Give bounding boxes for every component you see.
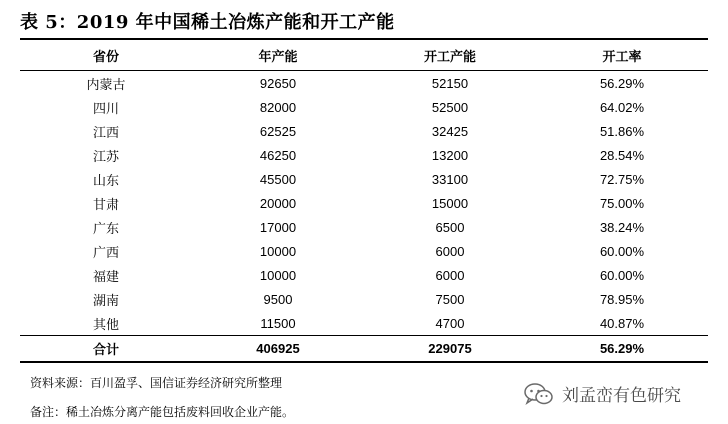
- cell-operating-capacity: 7500: [435, 291, 465, 307]
- total-province: 合计: [20, 336, 192, 363]
- cell-operating-rate: 60.00%: [599, 243, 645, 259]
- table-title: 表 5：2019 年中国稀土冶炼产能和开工产能: [20, 12, 395, 33]
- table-row: [20, 239, 708, 263]
- cell-operating-capacity: 6500: [435, 219, 465, 235]
- cell-operating-rate: 38.24%: [599, 219, 645, 235]
- cell-operating-rate: 56.29%: [599, 75, 645, 91]
- cell-annual-capacity: 92650: [259, 75, 297, 91]
- cell-annual-capacity: 45500: [259, 171, 297, 187]
- cell-annual-capacity: 62525: [259, 123, 297, 139]
- cell-operating-rate: 40.87%: [599, 315, 645, 331]
- header-annual-capacity: 年产能: [192, 40, 364, 71]
- header-province: 省份: [20, 40, 192, 71]
- cell-annual-capacity: 10000: [259, 267, 297, 283]
- watermark: [524, 381, 681, 406]
- table-row: [20, 311, 708, 336]
- cell-province: 江苏: [92, 149, 119, 165]
- table-row: [20, 287, 708, 311]
- total-operating-rate: 56.29%: [536, 336, 708, 363]
- cell-operating-rate: 75.00%: [599, 195, 645, 211]
- cell-annual-capacity: 20000: [259, 195, 297, 211]
- cell-province: 其他: [92, 317, 119, 333]
- table-row: [20, 167, 708, 191]
- remark-note: 备注：稀土冶炼分离产能包括废料回收企业产能。: [30, 405, 295, 419]
- cell-operating-rate: 78.95%: [599, 291, 645, 307]
- cell-operating-capacity: 32425: [431, 123, 469, 139]
- cell-annual-capacity: 17000: [259, 219, 297, 235]
- cell-province: 四川: [92, 101, 119, 117]
- cell-operating-rate: 28.54%: [599, 147, 645, 163]
- cell-operating-rate: 51.86%: [599, 123, 645, 139]
- cell-operating-capacity: 52150: [431, 75, 469, 91]
- cell-annual-capacity: 10000: [259, 243, 297, 259]
- table-row: [20, 119, 708, 143]
- cell-operating-capacity: 6000: [435, 267, 465, 283]
- source-note: 资料来源：百川盈孚、国信证券经济研究所整理: [30, 376, 283, 390]
- cell-operating-rate: 60.00%: [599, 267, 645, 283]
- cell-operating-rate: 64.02%: [599, 99, 645, 115]
- cell-province: 甘肃: [92, 197, 119, 213]
- cell-operating-capacity: 13200: [431, 147, 469, 163]
- capacity-table: [20, 40, 708, 363]
- watermark-text: 刘孟峦有色研究: [562, 386, 681, 406]
- table-row: [20, 143, 708, 167]
- cell-annual-capacity: 82000: [259, 99, 297, 115]
- cell-province: 广西: [92, 245, 119, 261]
- header-operating-capacity: 开工产能: [364, 40, 536, 71]
- cell-operating-rate: 72.75%: [599, 171, 645, 187]
- table-header-row: [20, 40, 708, 71]
- total-operating-capacity: 229075: [364, 336, 536, 363]
- cell-province: 湖南: [92, 293, 119, 309]
- cell-annual-capacity: 11500: [260, 315, 296, 331]
- table-row: [20, 215, 708, 239]
- header-operating-rate: 开工率: [536, 40, 708, 71]
- cell-operating-capacity: 4700: [435, 315, 465, 331]
- table-row: [20, 95, 708, 119]
- cell-operating-capacity: 52500: [431, 99, 469, 115]
- total-row: [20, 336, 708, 363]
- cell-annual-capacity: 9500: [263, 291, 293, 307]
- cell-province: 福建: [92, 269, 119, 285]
- cell-province: 江西: [92, 125, 119, 141]
- total-annual-capacity: 406925: [192, 336, 364, 363]
- cell-province: 内蒙古: [86, 77, 126, 93]
- cell-annual-capacity: 46250: [259, 147, 297, 163]
- wechat-icon: [524, 382, 554, 406]
- cell-operating-capacity: 33100: [431, 171, 469, 187]
- table-row: [20, 263, 708, 287]
- cell-province: 广东: [92, 221, 119, 237]
- table-row: [20, 71, 708, 96]
- cell-province: 山东: [92, 173, 119, 189]
- cell-operating-capacity: 6000: [435, 243, 465, 259]
- cell-operating-capacity: 15000: [431, 195, 469, 211]
- table-row: [20, 191, 708, 215]
